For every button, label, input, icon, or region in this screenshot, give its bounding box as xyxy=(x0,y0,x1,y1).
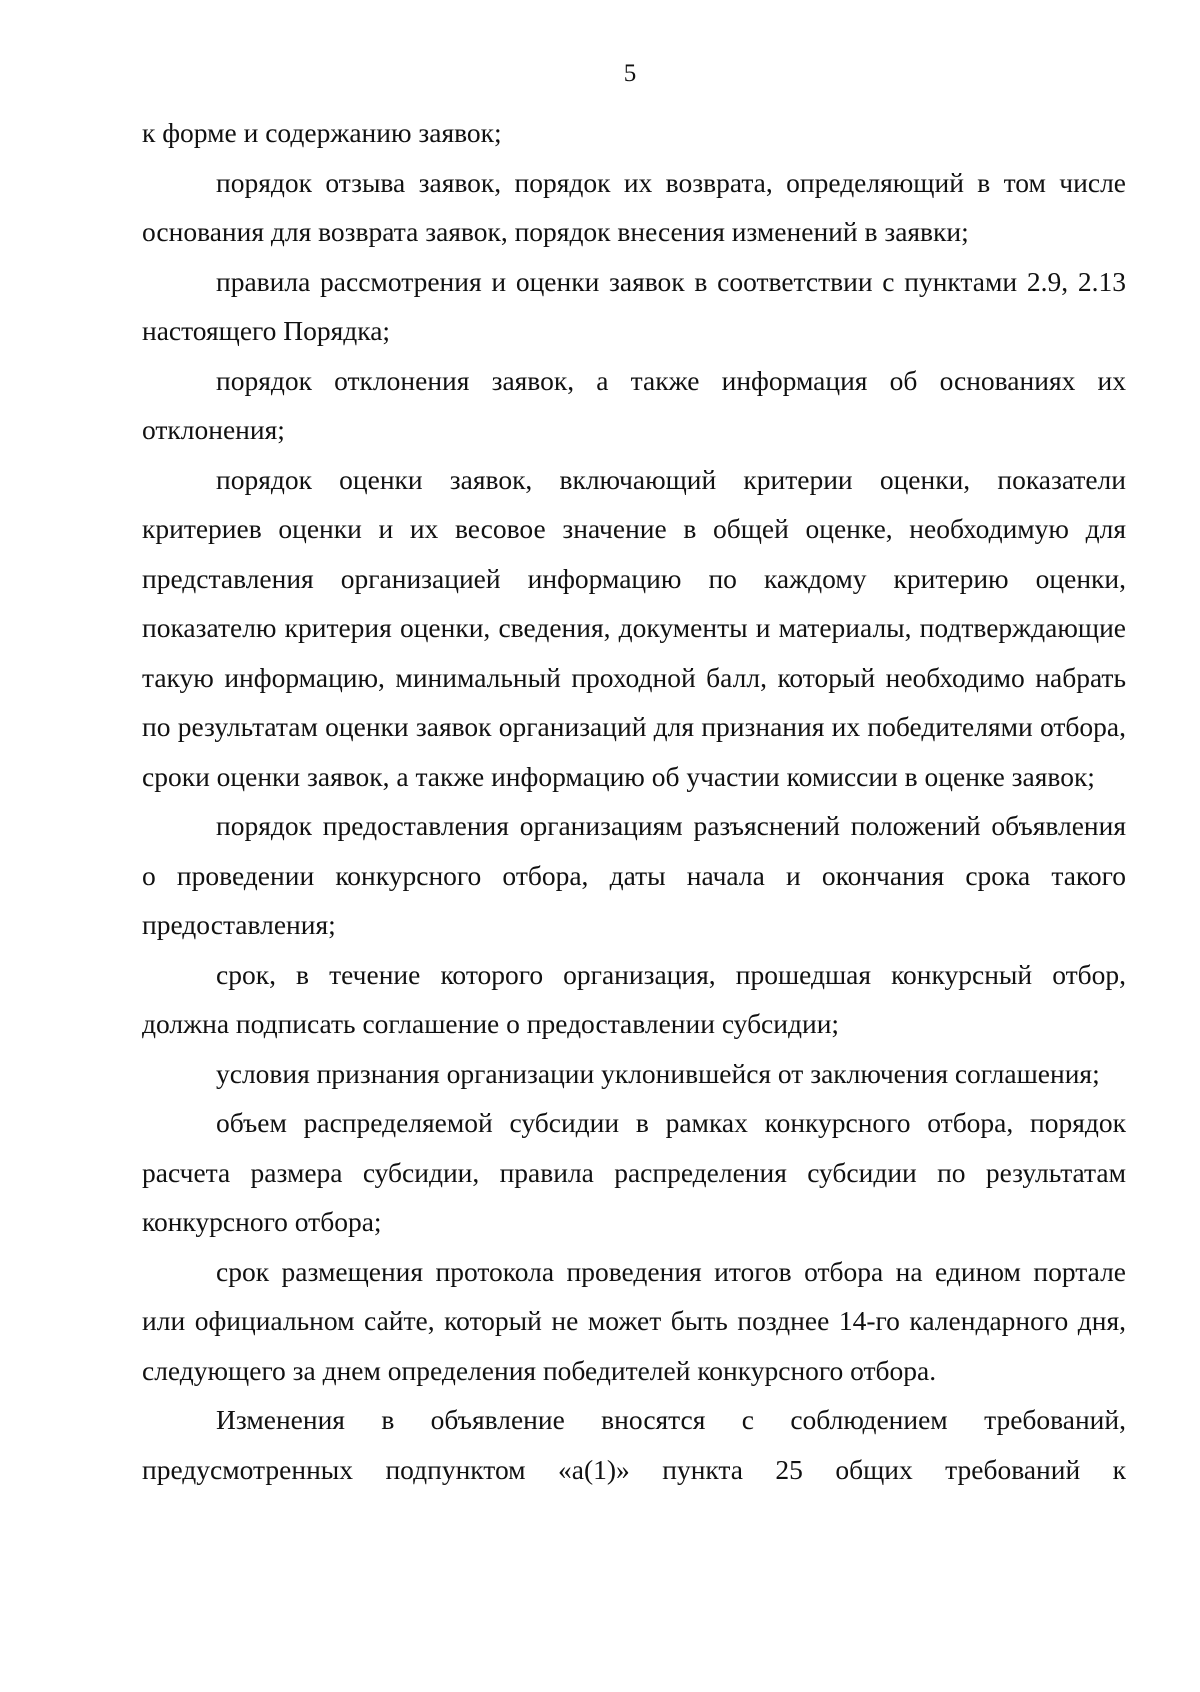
paragraph-review-rules: правила рассмотрения и оценки заявок в соответствии с пунктами 2.9, 2.13 настоящего Порядка; xyxy=(142,265,1126,346)
paragraph-rejection-procedure: порядок отклонения заявок, а также информация об основаниях их отклонения; xyxy=(142,364,1126,445)
paragraph-amendments: Изменения в объявление вносятся с соблюдением требований, предусмотренных подпунктом «а(1)» пункта 25 общих требований к xyxy=(142,1404,1126,1485)
page-number: 5 xyxy=(623,60,637,87)
paragraph-evasion-conditions: условия признания организации уклонившейся от заключения соглашения; xyxy=(216,1057,1100,1089)
paragraph-protocol-deadline: срок размещения протокола проведения итогов отбора на едином портале или официальном сайте, который не может быть позднее 14-го календарного дня, следующего за днем определения победителей конкурсного отбора. xyxy=(142,1255,1126,1386)
paragraph-withdrawal-procedure: порядок отзыва заявок, порядок их возврата, определяющий в том числе основания для возврата заявок, порядок внесения изменений в заявки; xyxy=(142,166,1126,247)
paragraph-evaluation-procedure: порядок оценки заявок, включающий критерии оценки, показатели критериев оценки и их весовое значение в общей оценке, необходимую для представления организацией информацию по каждому критерию оценки, показателю критерия оценки, сведения, документы и материалы, подтверждающие такую информацию, минимальный проходной балл, который необходимо набрать по результатам оценки заявок организаций для признания их победителями отбора, сроки оценки заявок, а также информацию об участии комиссии в оценке заявок; xyxy=(142,463,1126,792)
paragraph-clarifications: порядок предоставления организациям разъяснений положений объявления о проведении конкурсного отбора, даты начала и окончания срока такого предоставления; xyxy=(142,810,1126,940)
document-body xyxy=(142,108,1126,1494)
paragraph-signing-deadline: срок, в течение которого организация, прошедшая конкурсный отбор, должна подписать соглашение о предоставлении субсидии; xyxy=(142,958,1126,1039)
paragraph-continuation: к форме и содержанию заявок; xyxy=(142,117,502,148)
paragraph-subsidy-volume: объем распределяемой субсидии в рамках конкурсного отбора, порядок расчета размера субсидии, правила распределения субсидии по результатам конкурсного отбора; xyxy=(142,1107,1126,1237)
